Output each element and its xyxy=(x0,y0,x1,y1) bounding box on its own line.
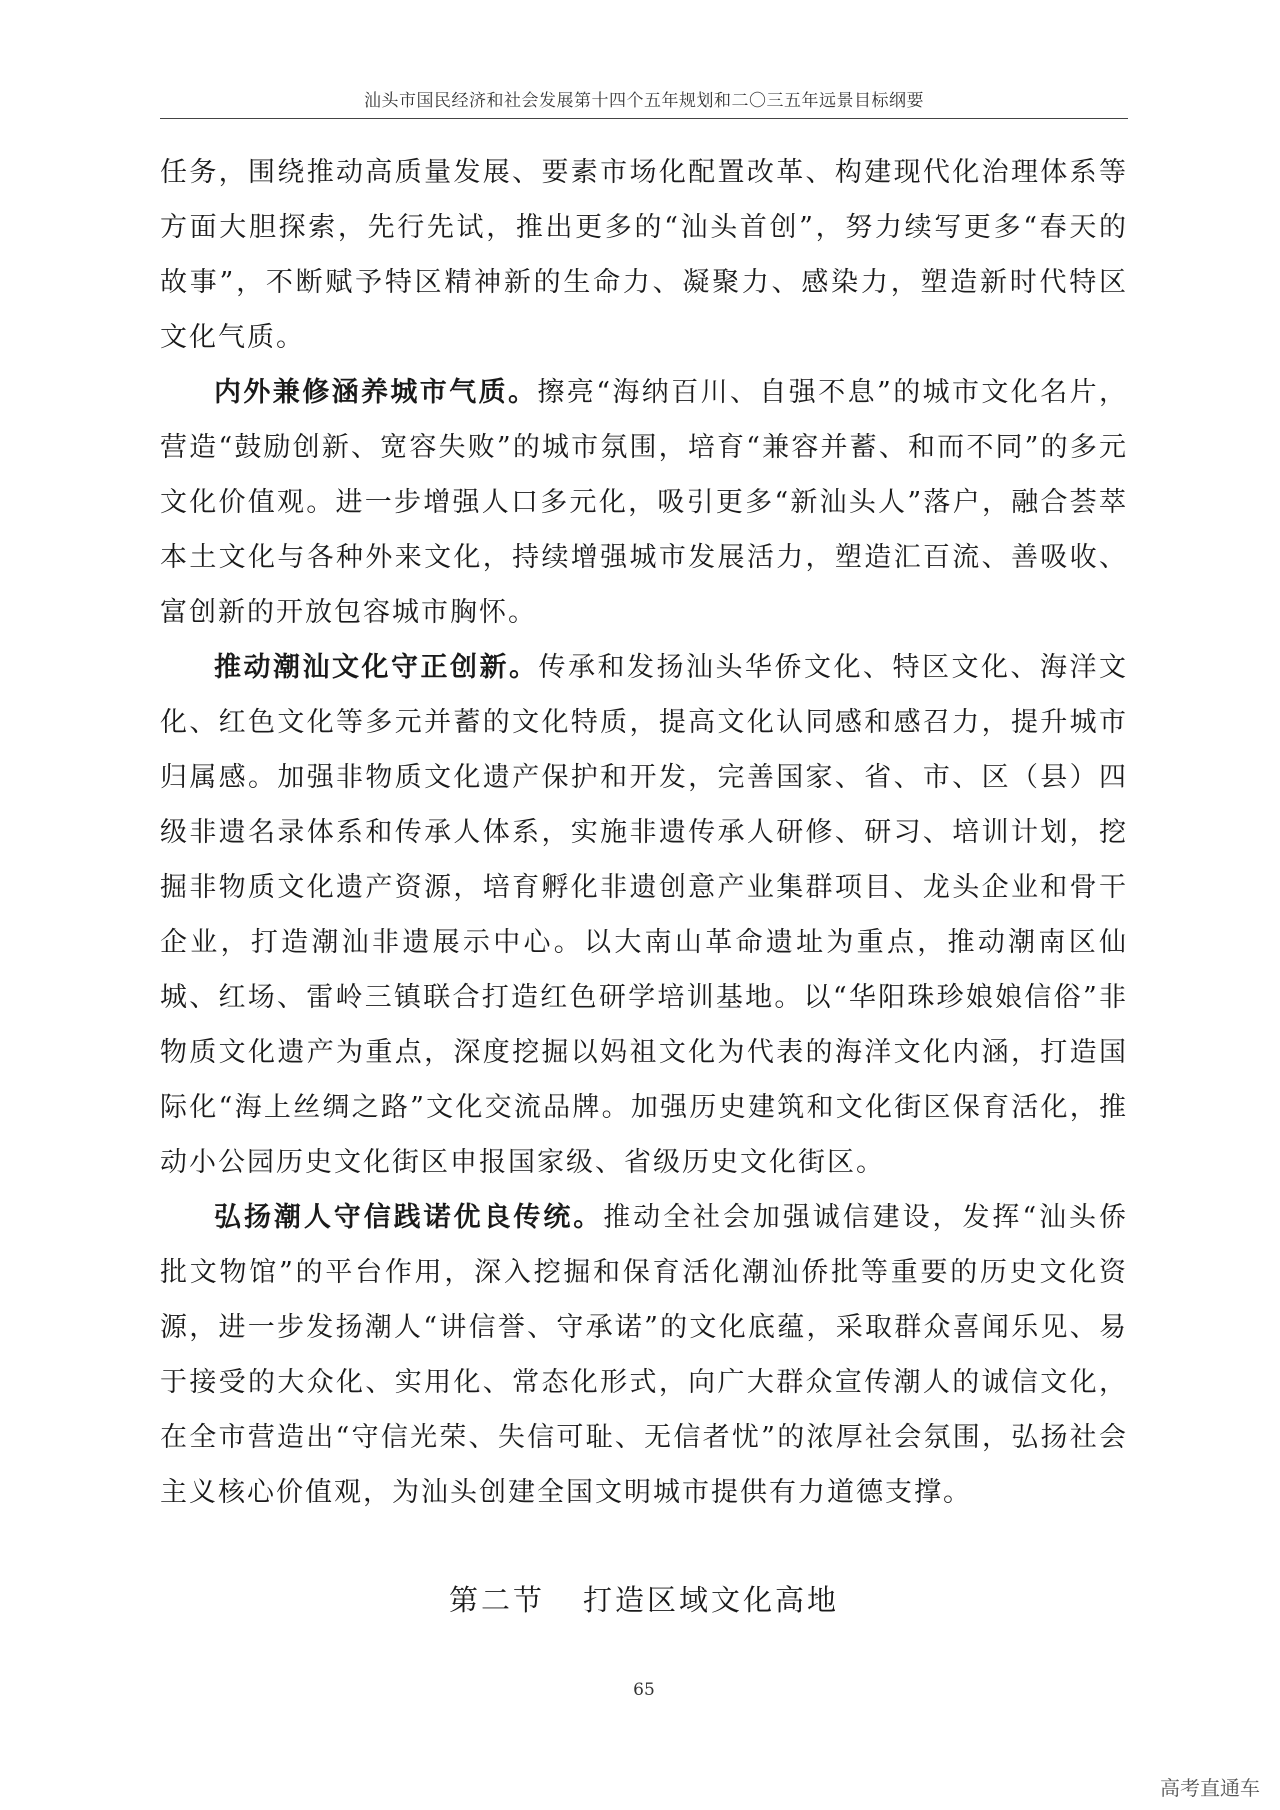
paragraph-text: 推动全社会加强诚信建设，发挥“汕头侨批文物馆”的平台作用，深入挖掘和保育活化潮汕侨批等重要的历史文化资源，进一步发扬潮人“讲信誉、守承诺”的文化底蕴，采取群众喜闻乐见、易于接受的大众化、实用化、常态化形式，向广大群众宣传潮人的诚信文化，在全市营造出“守信光荣、失信可耻、无信者忧”的浓厚社会氛围，弘扬社会主义核心价值观，为汕头创建全国文明城市提供有力道德支撑。 xyxy=(160,1202,1128,1508)
paragraph-text: 擦亮“海纳百川、自强不息”的城市文化名片，营造“鼓励创新、宽容失败”的城市氛围，培育“兼容并蓄、和而不同”的多元文化价值观。进一步增强人口多元化，吸引更多“新汕头人”落户，融合荟萃本土文化与各种外来文化，持续增强城市发展活力，塑造汇百流、善吸收、富创新的开放包容城市胸怀。 xyxy=(160,377,1129,628)
paragraph-text: 传承和发扬汕头华侨文化、特区文化、海洋文化、红色文化等多元并蓄的文化特质，提高文化认同感和感召力，提升城市归属感。加强非物质文化遗产保护和开发，完善国家、省、市、区（县）四级非遗名录体系和传承人体系，实施非遗传承人研修、研习、培训计划，挖掘非物质文化遗产资源，培育孵化非遗创意产业集群项目、龙头企业和骨干企业，打造潮汕非遗展示中心。以大南山革命遗址为重点，推动潮南区仙城、红场、雷岭三镇联合打造红色研学培训基地。以“华阳珠珍娘娘信俗”非物质文化遗产为重点，深度挖掘以妈祖文化为代表的海洋文化内涵，打造国际化“海上丝绸之路”文化交流品牌。加强历史建筑和文化街区保育活化，推动小公园历史文化街区申报国家级、省级历史文化街区。 xyxy=(160,652,1128,1178)
paragraph-lead: 内外兼修涵养城市气质。 xyxy=(214,377,538,408)
paragraph-chaoshan-culture xyxy=(160,640,1128,1190)
paragraph-integrity-tradition xyxy=(160,1190,1128,1520)
section-title-text: 打造区域文化高地 xyxy=(583,1583,840,1617)
section-number: 第二节 xyxy=(448,1583,545,1617)
page-number: 65 xyxy=(633,1680,655,1700)
watermark: 高考直通车 xyxy=(1160,1776,1260,1800)
header-divider xyxy=(160,118,1128,119)
section-heading xyxy=(160,1578,1128,1619)
paragraph-city-temperament xyxy=(160,365,1128,640)
paragraph-text: 任务，围绕推动高质量发展、要素市场化配置改革、构建现代化治理体系等方面大胆探索，先行先试，推出更多的“汕头首创”，努力续写更多“春天的故事”，不断赋予特区精神新的生命力、凝聚力、感染力，塑造新时代特区文化气质。 xyxy=(160,157,1128,353)
paragraph-lead: 推动潮汕文化守正创新。 xyxy=(214,652,539,683)
running-header: 汕头市国民经济和社会发展第十四个五年规划和二〇三五年远景目标纲要 xyxy=(364,91,924,111)
paragraph-lead: 弘扬潮人守信践诺优良传统。 xyxy=(214,1202,604,1233)
paragraph-continuation xyxy=(160,145,1128,365)
document-body xyxy=(160,145,1128,1520)
